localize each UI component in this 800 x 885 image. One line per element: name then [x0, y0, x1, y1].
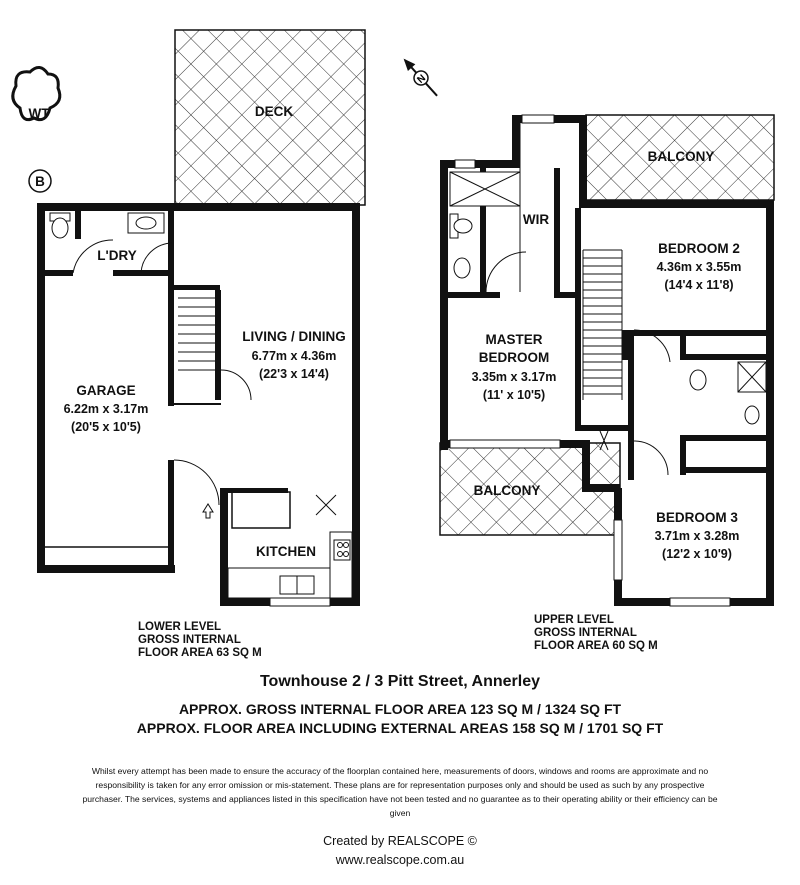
b-label: B: [35, 174, 45, 189]
bedroom-3-dimensions-ft: (12'2 x 10'9): [662, 547, 732, 561]
master-bedroom-label-2: BEDROOM: [478, 350, 550, 365]
lower-level-label-1: LOWER LEVEL: [138, 621, 222, 633]
bedroom-3-dimensions: 3.71m x 3.28m: [654, 529, 740, 543]
b-badge: [29, 170, 51, 192]
website-link[interactable]: www.realscope.com.au: [335, 853, 465, 867]
upper-level-label-2: GROSS INTERNAL: [534, 627, 637, 639]
balcony-bottom-label: BALCONY: [473, 483, 541, 498]
lower-level-label-3: FLOOR AREA 63 SQ M: [138, 647, 262, 659]
lower-level-plan: [37, 30, 365, 659]
garage-dimensions: 6.22m x 3.17m: [63, 402, 149, 416]
balcony-top-label: BALCONY: [647, 149, 715, 164]
bedroom-3-label: BEDROOM 3: [656, 510, 738, 525]
compass-north-icon: [398, 54, 442, 101]
bedroom-2-label: BEDROOM 2: [658, 241, 740, 256]
disclaimer-text: Whilst every attempt has been made to ensure the accuracy of the floorplan contained here, measurements of doors, windows and rooms are approximate and no responsibility is taken for any error omission or mis-statement. These plans are for representation purposes only and should be used as such by any prospective purchaser. The services, systems and appliances listed in this specification have not been tested and no guarantee as to their operating ability or their efficiency can be given: [82, 766, 718, 818]
deck-label: DECK: [254, 104, 294, 119]
living-dining-label: LIVING / DINING: [242, 329, 346, 344]
creator-credit: Created by REALSCOPE ©: [323, 834, 477, 848]
lower-level-label-2: GROSS INTERNAL: [138, 634, 241, 646]
wt-label: WT: [28, 106, 50, 121]
upper-level-plan: [440, 115, 774, 652]
master-bedroom-label-1: MASTER: [485, 332, 543, 347]
master-bedroom-dimensions: 3.35m x 3.17m: [471, 370, 557, 384]
bedroom-2-dimensions: 4.36m x 3.55m: [656, 260, 742, 274]
laundry-label: L'DRY: [97, 248, 137, 263]
kitchen-label: KITCHEN: [256, 544, 316, 559]
living-dining-dimensions-ft: (22'3 x 14'4): [259, 367, 329, 381]
garage-label: GARAGE: [76, 383, 136, 398]
wt-badge: [13, 67, 60, 121]
upper-level-label-3: FLOOR AREA 60 SQ M: [534, 640, 658, 652]
wir-label: WIR: [522, 212, 550, 227]
external-area-summary: APPROX. FLOOR AREA INCLUDING EXTERNAL AREAS 158 SQ M / 1701 SQ FT: [136, 720, 664, 736]
master-bedroom-dimensions-ft: (11' x 10'5): [482, 388, 546, 402]
svg-text:N: N: [415, 72, 429, 86]
bedroom-2-dimensions-ft: (14'4 x 11'8): [664, 278, 734, 292]
garage-dimensions-ft: (20'5 x 10'5): [71, 420, 141, 434]
upper-level-label-1: UPPER LEVEL: [534, 614, 614, 626]
internal-area-summary: APPROX. GROSS INTERNAL FLOOR AREA 123 SQ M / 1324 SQ FT: [178, 701, 622, 717]
property-title: Townhouse 2 / 3 Pitt Street, Annerley: [259, 673, 541, 690]
living-dining-dimensions: 6.77m x 4.36m: [251, 349, 337, 363]
